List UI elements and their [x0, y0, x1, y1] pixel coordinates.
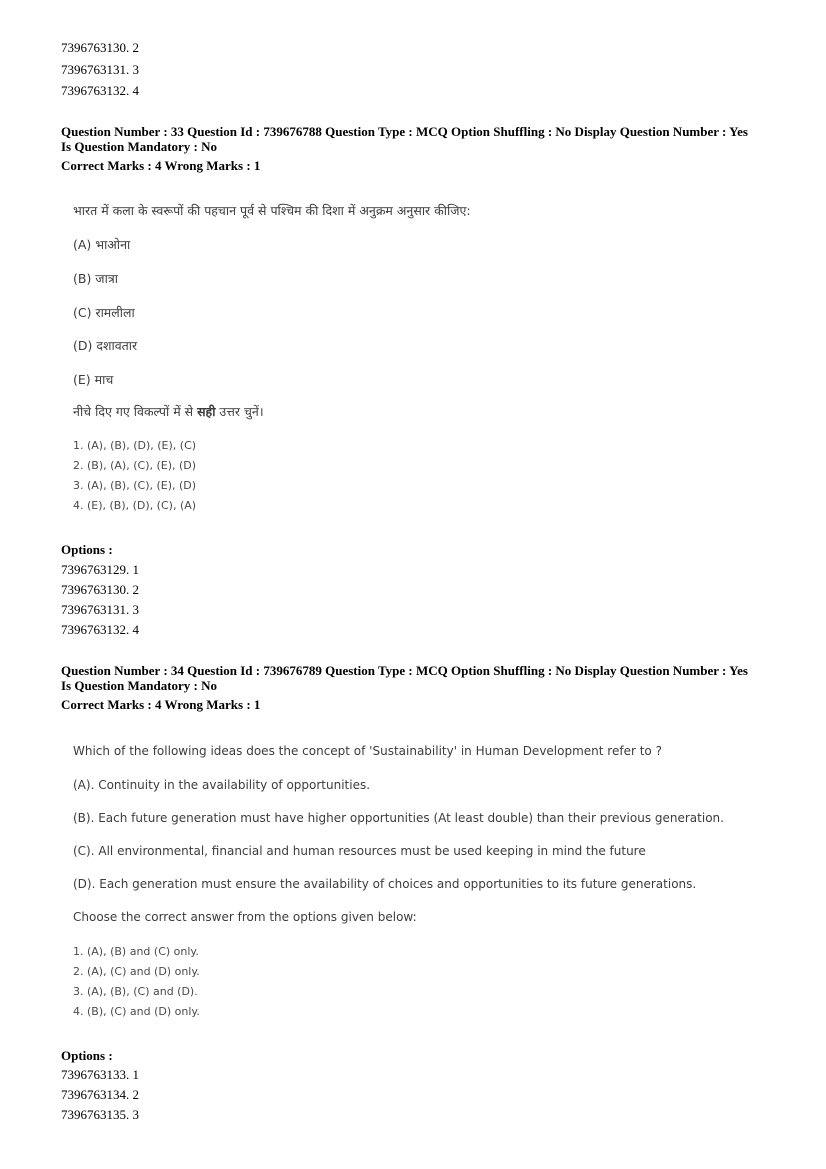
option-row: 7396763131. 3 — [61, 602, 139, 617]
option-row: 7396763130. 2 — [61, 40, 139, 55]
statement-item: (D) दशावतार — [73, 338, 138, 353]
question-stem: Which of the following ideas does the concept of 'Sustainability' in Human Development refer to ? — [73, 744, 662, 758]
option-row: 7396763134. 2 — [61, 1087, 139, 1102]
choice-item: 4. (E), (B), (D), (C), (A) — [73, 499, 197, 512]
options-label: Options : — [61, 542, 113, 557]
choice-item: 3. (A), (B), (C) and (D). — [73, 985, 198, 998]
option-row: 7396763133. 1 — [61, 1067, 139, 1082]
statement-item: (D). Each generation must ensure the availability of choices and opportunities to its future generations. — [73, 877, 697, 891]
choice-item: 2. (B), (A), (C), (E), (D) — [73, 459, 197, 472]
statement-item: (A). Continuity in the availability of opportunities. — [73, 778, 371, 792]
options-label: Options : — [61, 1048, 113, 1063]
statement-item: (B). Each future generation must have higher opportunities (At least double) than their previous generation. — [73, 811, 724, 825]
statement-item: (A) भाओना — [73, 237, 131, 252]
question-marks: Correct Marks : 4 Wrong Marks : 1 — [61, 697, 261, 712]
question-mandatory: Is Question Mandatory : No — [61, 678, 218, 693]
statement-item: (C) रामलीला — [73, 305, 135, 320]
question-marks: Correct Marks : 4 Wrong Marks : 1 — [61, 158, 261, 173]
option-row: 7396763132. 4 — [61, 83, 139, 98]
option-row: 7396763135. 3 — [61, 1107, 139, 1122]
statement-item: (C). All environmental, financial and human resources must be used keeping in mind the future — [73, 844, 646, 858]
choice-item: 1. (A), (B), (D), (E), (C) — [73, 439, 197, 452]
question-stem: भारत में कला के स्वरूपों की पहचान पूर्व से पश्चिम की दिशा में अनुक्रम अनुसार कीजिए: — [73, 203, 471, 218]
question-meta: Question Number : 34 Question Id : 739676789 Question Type : MCQ Option Shuffling : No Display Question Number : Yes — [61, 663, 748, 678]
question-body — [73, 200, 633, 520]
statement-item: (B) जात्रा — [73, 271, 118, 286]
choice-item: 3. (A), (B), (C), (E), (D) — [73, 479, 197, 492]
option-row: 7396763129. 1 — [61, 562, 139, 577]
question-meta: Question Number : 33 Question Id : 739676788 Question Type : MCQ Option Shuffling : No Display Question Number : Yes — [61, 124, 748, 139]
choice-item: 4. (B), (C) and (D) only. — [73, 1005, 200, 1018]
question-mandatory: Is Question Mandatory : No — [61, 139, 218, 154]
instruction: नीचे दिए गए विकल्पों में से सही उत्तर चुनें। — [73, 404, 264, 419]
instruction: Choose the correct answer from the options given below: — [73, 910, 417, 924]
option-row: 7396763132. 4 — [61, 622, 139, 637]
option-row: 7396763131. 3 — [61, 62, 139, 77]
question-body — [73, 742, 733, 1027]
choice-item: 2. (A), (C) and (D) only. — [73, 965, 200, 978]
choice-item: 1. (A), (B) and (C) only. — [73, 945, 199, 958]
option-row: 7396763130. 2 — [61, 582, 139, 597]
statement-item: (E) माच — [73, 372, 114, 387]
